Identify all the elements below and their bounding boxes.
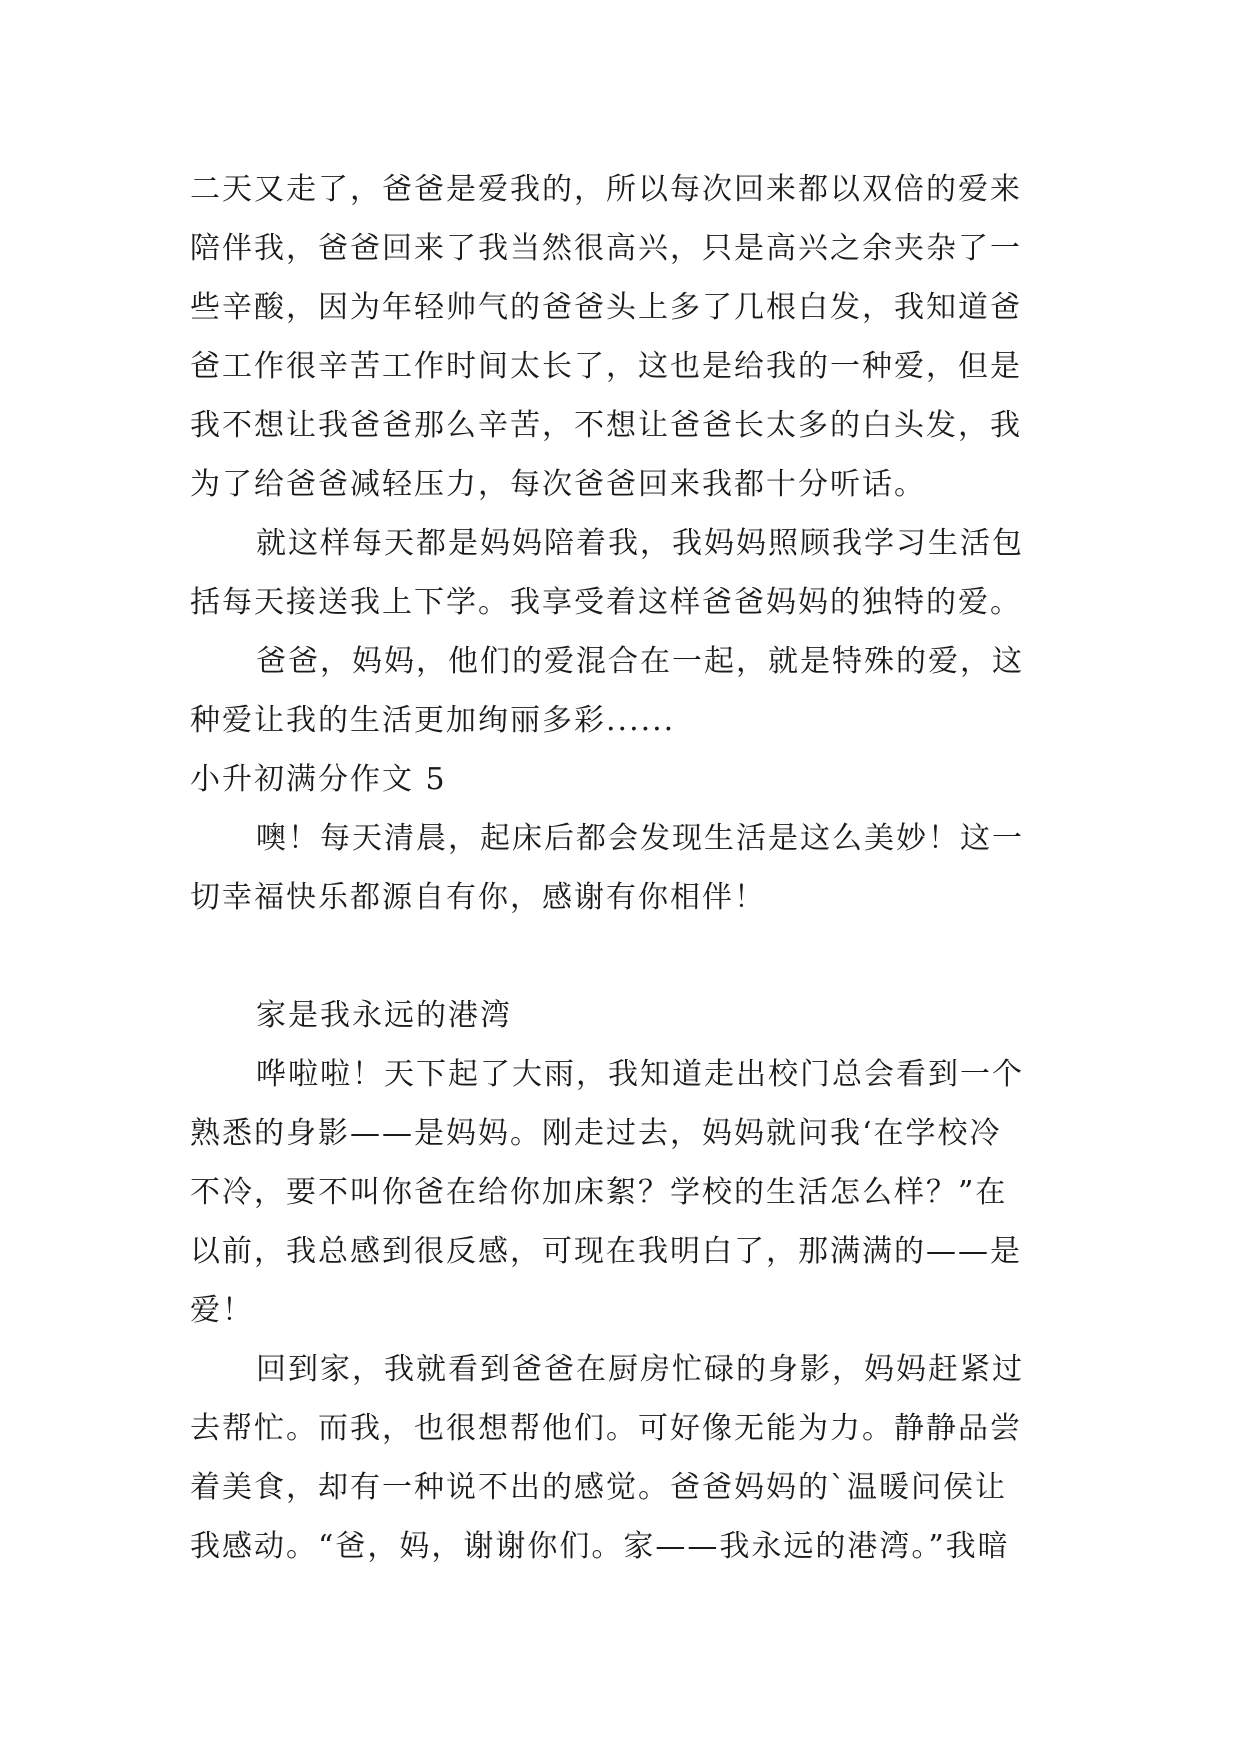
text-line: 陪伴我，爸爸回来了我当然很高兴，只是高兴之余夹杂了一 [190, 231, 1022, 266]
text-line: 着美食，却有一种说不出的感觉。爸爸妈妈的`温暖问侯让 [190, 1470, 1007, 1505]
text-line: 熟悉的身影——是妈妈。刚走过去，妈妈就问我‘在学校冷 [190, 1116, 1002, 1151]
text-line: 爱！ [190, 1293, 254, 1328]
text-line: 噢！每天清晨，起床后都会发现生活是这么美妙！这一 [256, 821, 1024, 856]
text-line: 爸爸，妈妈，他们的爱混合在一起，就是特殊的爱，这 [256, 644, 1024, 679]
text-line: 种爱让我的生活更加绚丽多彩...... [190, 703, 676, 738]
text-line: 就这样每天都是妈妈陪着我，我妈妈照顾我学习生活包 [256, 526, 1024, 561]
text-line: 去帮忙。而我，也很想帮他们。可好像无能为力。静静品尝 [190, 1411, 1022, 1446]
text-line: 回到家，我就看到爸爸在厨房忙碌的身影，妈妈赶紧过 [256, 1352, 1024, 1387]
text-line: 不冷，要不叫你爸在给你加床絮？学校的生活怎么样？”在 [190, 1175, 1008, 1210]
text-line: 为了给爸爸减轻压力，每次爸爸回来我都十分听话。 [190, 467, 926, 502]
text-line: 哗啦啦！天下起了大雨，我知道走出校门总会看到一个 [256, 1057, 1024, 1092]
section-heading: 小升初满分作文 5 [190, 762, 447, 797]
text-line: 以前，我总感到很反感，可现在我明白了，那满满的——是 [190, 1234, 1022, 1269]
text-line: 我不想让我爸爸那么辛苦，不想让爸爸长太多的白头发，我 [190, 408, 1022, 443]
text-line: 些辛酸，因为年轻帅气的爸爸头上多了几根白发，我知道爸 [190, 290, 1022, 325]
text-line: 切幸福快乐都源自有你，感谢有你相伴！ [190, 880, 766, 915]
essay-title: 家是我永远的港湾 [256, 998, 512, 1033]
text-line: 爸工作很辛苦工作时间太长了，这也是给我的一种爱，但是 [190, 349, 1022, 384]
text-line: 我感动。“爸，妈，谢谢你们。家——我永远的港湾。”我暗 [190, 1529, 1010, 1564]
blank-line [190, 927, 1070, 986]
text-line: 括每天接送我上下学。我享受着这样爸爸妈妈的独特的爱。 [190, 585, 1022, 620]
text-line: 二天又走了，爸爸是爱我的，所以每次回来都以双倍的爱来 [190, 172, 1022, 207]
document-body [190, 160, 1070, 1576]
